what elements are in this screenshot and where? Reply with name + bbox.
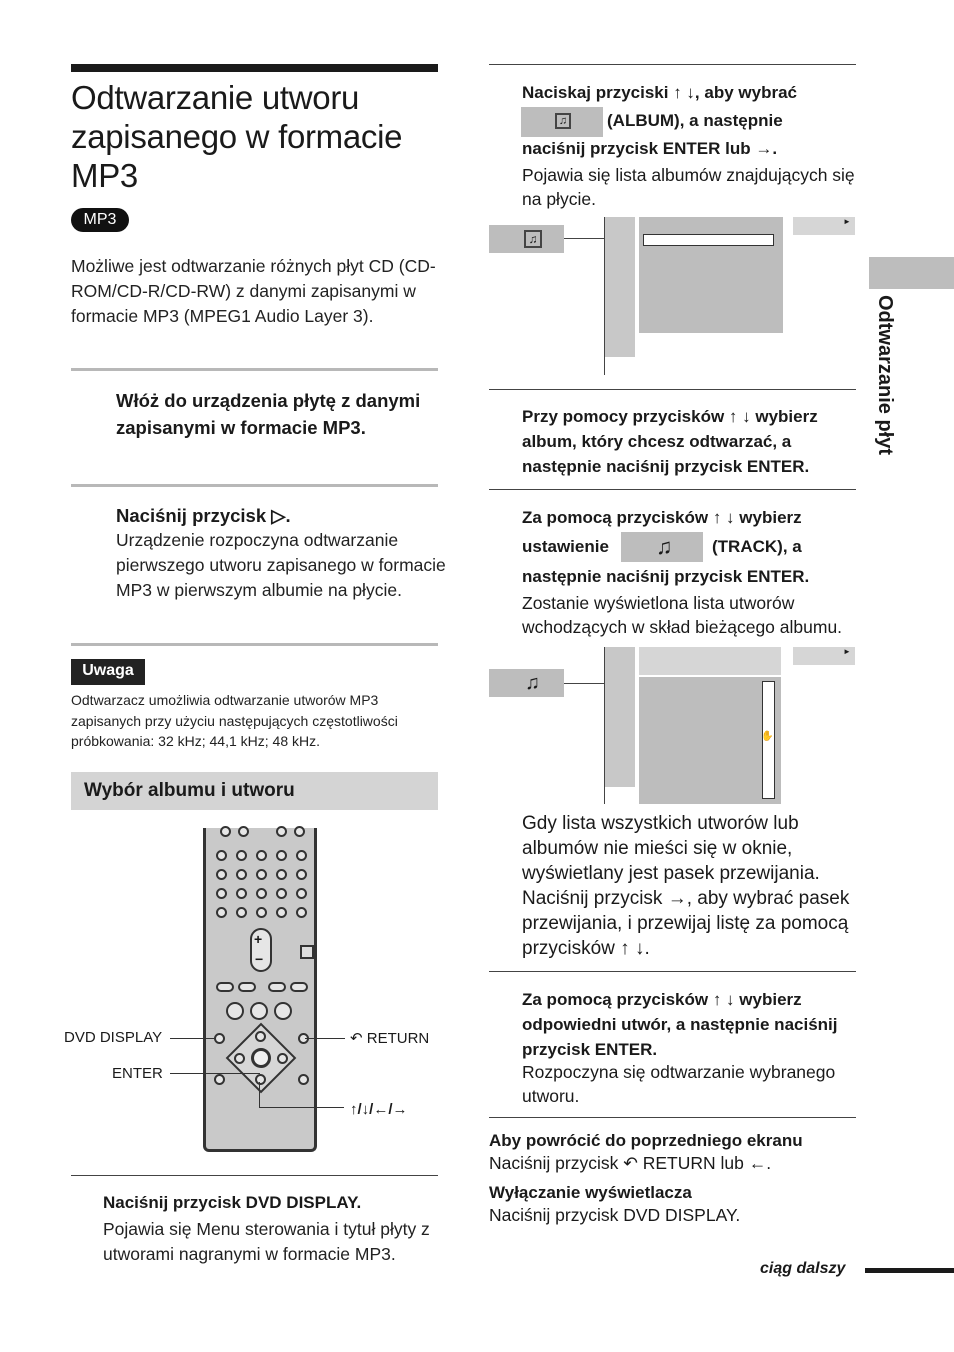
remote-button [276, 826, 287, 837]
continued-label: ciąg dalszy [760, 1260, 846, 1277]
album-list-screen [604, 217, 856, 375]
remote-button [296, 888, 307, 899]
screen-sidebar [605, 217, 635, 357]
dvd-display-button [214, 1033, 225, 1044]
return-icon: ↶ [350, 1030, 367, 1047]
enter-label: ENTER [112, 1065, 163, 1082]
remote-button [236, 869, 247, 880]
step-track-title-a: Za pomocą przycisków ↑ ↓ wybierz [522, 508, 802, 527]
play-indicator-icon: ► [843, 647, 851, 656]
remote-button [214, 1074, 225, 1085]
callout-line [170, 1073, 260, 1074]
step2-title: Naciśnij przycisk ▷. [116, 505, 291, 526]
divider [489, 64, 856, 65]
selected-album-row [643, 234, 774, 246]
forward-button [290, 982, 308, 992]
back-title: Aby powrócić do poprzedniego ekranu [489, 1131, 803, 1150]
divider [71, 643, 438, 646]
remote-button [256, 869, 267, 880]
album-icon: ♫ [524, 230, 542, 248]
step-select-album: Przy pomocy przycisków ↑ ↓ wybierz album, który chcesz odtwarzać, a następnie naciśnij przycisk ENTER. [522, 407, 818, 476]
remote-button [256, 850, 267, 861]
divider [489, 1117, 856, 1118]
side-label: Odtwarzanie płyt [874, 295, 896, 456]
step2-text: Urządzenie rozpoczyna odtwarzanie pierwszego utworu zapisanego w formacie MP3 w pierwszym albumie na płycie. [116, 530, 446, 600]
step-select-track-text: Rozpoczyna się odtwarzanie wybranego utworu. [522, 1062, 836, 1106]
dvd-display-label: DVD DISPLAY [64, 1029, 163, 1046]
remote-button [238, 826, 249, 837]
remote-button [216, 869, 227, 880]
callout-line [305, 1038, 345, 1039]
prev-button [216, 982, 234, 992]
remote-button [216, 850, 227, 861]
stop-button [274, 1002, 292, 1020]
left-button [234, 1053, 245, 1064]
right-button [277, 1053, 288, 1064]
remote-button [216, 888, 227, 899]
remote-button [236, 888, 247, 899]
side-tab [869, 257, 954, 289]
album-icon-chip [521, 107, 603, 137]
remote-button [220, 826, 231, 837]
screen-header [639, 647, 781, 675]
intro-text: Możliwe jest odtwarzanie różnych płyt CD (CD-ROM/CD-R/CD-RW) z danymi zapisanymi w formacie MP3 (MPEG1 Audio Layer 3). [71, 256, 436, 326]
callout-line [259, 1082, 344, 1108]
step-album-title-a: Naciskaj przyciski ↑ ↓, aby wybrać [522, 83, 797, 102]
remote-button [216, 907, 227, 918]
remote-button [294, 826, 305, 837]
step1-text: Włóż do urządzenia płytę z danymi zapisanymi w formacie MP3. [116, 390, 421, 438]
page-title: Odtwarzanie utworu zapisanego w formacie MP3 [71, 79, 403, 194]
divider [489, 971, 856, 972]
up-button [255, 1031, 266, 1042]
step-album-title-b: (ALBUM), a następnie [607, 111, 783, 130]
step-track-text: Zostanie wyświetlona lista utworów wchodzących w skład bieżącego albumu. [522, 593, 843, 637]
divider [71, 368, 438, 371]
mp3-badge: MP3 [71, 208, 129, 232]
remote-button [276, 869, 287, 880]
plus-icon: + [254, 931, 263, 947]
divider [489, 389, 856, 390]
display-off-title: Wyłączanie wyświetlacza [489, 1183, 692, 1202]
remote-slider [300, 945, 314, 959]
track-screen-icon-chip [489, 669, 564, 697]
screen-sidebar [605, 647, 635, 787]
step-display-text: Pojawia się Menu sterowania i tytuł płyty z utworami nagranymi w formacie MP3. [103, 1219, 430, 1264]
remote-button [276, 850, 287, 861]
next-button [238, 982, 256, 992]
remote-button [236, 907, 247, 918]
album-screen-icon-chip [489, 225, 564, 253]
return-label: ↶ RETURN [350, 1030, 430, 1047]
track-list-screen [604, 647, 856, 804]
remote-button [256, 907, 267, 918]
track-icon: ♫ [525, 672, 540, 694]
scroll-handle-icon: ✋ [761, 731, 774, 742]
step-album-title-c: naciśnij przycisk ENTER lub →. [522, 139, 778, 158]
continued-bar [865, 1268, 954, 1273]
divider [489, 489, 856, 490]
step-track-title-b2: (TRACK), a [712, 537, 802, 556]
remote-button [256, 888, 267, 899]
remote-button [296, 869, 307, 880]
remote-button [296, 907, 307, 918]
display-off-text: Naciśnij przycisk DVD DISPLAY. [489, 1205, 741, 1225]
remote-button [276, 888, 287, 899]
step-select-track-title: Za pomocą przycisków ↑ ↓ wybierz odpowiedni utwór, a następnie naciśnij przycisk ENTER. [522, 990, 838, 1059]
play-indicator-icon: ► [843, 217, 851, 226]
pause-button [250, 1002, 268, 1020]
remote-button [236, 850, 247, 861]
divider [71, 484, 438, 487]
back-text: Naciśnij przycisk ↶ RETURN lub ←. [489, 1153, 772, 1173]
remote-button [276, 907, 287, 918]
screen-list-area [639, 677, 781, 804]
note-label: Uwaga [71, 659, 145, 685]
callout-line [170, 1038, 214, 1039]
scroll-note: Gdy lista wszystkich utworów lub albumów nie mieści się w oknie, wyświetlany jest pasek przewijania. Naciśnij przycisk →, aby wybrać pasek przewijania, i przewijaj listę za pomocą przycisków ↑ ↓. [522, 813, 850, 959]
step-display-title: Naciśnij przycisk DVD DISPLAY. [103, 1193, 362, 1212]
step-album-text: Pojawia się lista albumów znajdujących się na płycie. [522, 165, 855, 209]
minus-icon: − [255, 951, 264, 967]
track-icon-chip [621, 532, 703, 562]
arrows-label: ↑/↓/←/→ [350, 1101, 408, 1118]
title-bar [71, 64, 438, 72]
remote-button [296, 850, 307, 861]
album-icon: ♫ [555, 113, 571, 129]
section-title: Wybór albumu i utworu [84, 780, 295, 801]
divider [71, 1175, 438, 1176]
play-button [226, 1002, 244, 1020]
step-track-title-b1: ustawienie [522, 537, 609, 556]
enter-button [251, 1048, 271, 1068]
track-icon: ♫ [656, 534, 673, 559]
note-text: Odtwarzacz umożliwia odtwarzanie utworów MP3 zapisanych przy użyciu następujących częstotliwości próbkowania: 32 kHz; 44,1 kHz; 48 kHz. [71, 692, 398, 749]
step-track-title-c: następnie naciśnij przycisk ENTER. [522, 567, 810, 586]
rewind-button [268, 982, 286, 992]
